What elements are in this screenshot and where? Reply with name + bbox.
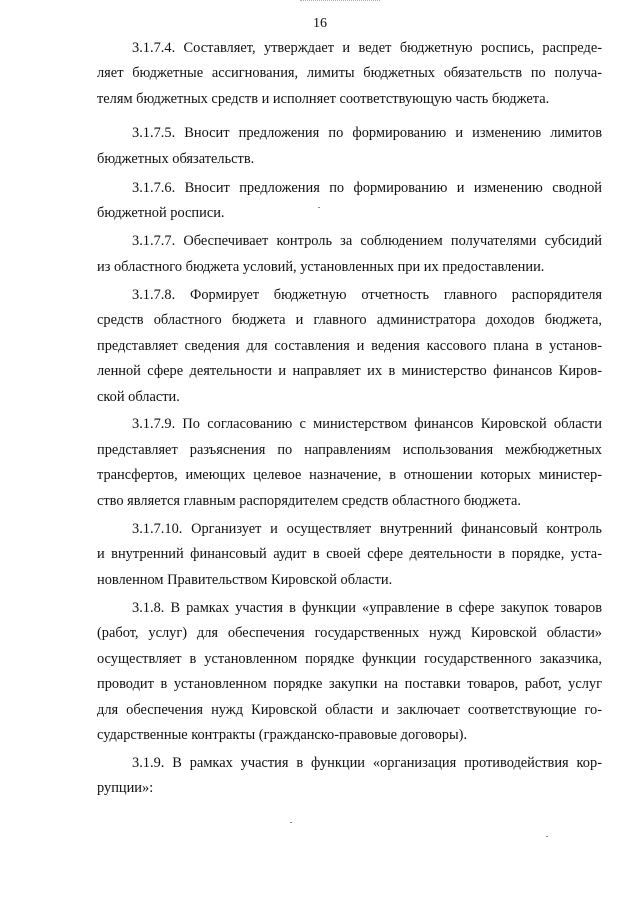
text-line: 3.1.7.8. Формирует бюджетную отчетность главного распорядителя [132, 287, 602, 303]
text-line: представляет сведения для составления и ведения кассового плана в установ- [97, 338, 602, 354]
text-line: 3.1.9. В рамках участия в функции «организация противодействия кор- [132, 755, 602, 771]
text-line: представляет разъяснения по направлениям использования межбюджетных [97, 442, 602, 458]
text-line: новленном Правительством Кировской области. [97, 572, 393, 588]
text-line: бюджетной росписи. [97, 205, 225, 221]
text-line: (работ, услуг) для обеспечения государственных нужд Кировской области» [97, 625, 602, 641]
text-line: телям бюджетных средств и исполняет соответствующую часть бюджета. [97, 91, 550, 107]
text-line: ство является главным распорядителем средств областного бюджета. [97, 493, 521, 509]
text-line: средств областного бюджета и главного администратора доходов бюджета, [97, 312, 602, 328]
text-line: 3.1.7.9. По согласованию с министерством финансов Кировской области [132, 416, 602, 432]
scan-speck [546, 836, 548, 837]
text-line: сударственные контракты (гражданско-правовые договоры). [97, 727, 468, 743]
text-line: 3.1.7.5. Вносит предложения по формированию и изменению лимитов [132, 125, 602, 141]
text-line: из областного бюджета условий, установленных при их предоставлении. [97, 259, 545, 275]
text-line: проводит в установленном порядке закупки на поставки товаров, работ, услуг [97, 676, 602, 692]
text-line: ляет бюджетные ассигнования, лимиты бюджетных обязательств по получа- [97, 65, 602, 81]
text-line: для обеспечения нужд Кировской области и заключает соответствующие го- [97, 702, 602, 718]
page-number: 16 [313, 16, 327, 31]
text-line: ской области. [97, 389, 180, 405]
text-line: 3.1.7.10. Организует и осуществляет внутренний финансовый контроль [132, 521, 602, 537]
scan-speck [290, 822, 292, 823]
text-line: рупции»: [97, 780, 154, 796]
text-line: трансфертов, имеющих целевое назначение, в отношении которых министер- [97, 467, 602, 483]
text-line: 3.1.7.6. Вносит предложения по формированию и изменению сводной [132, 180, 602, 196]
text-line: и внутренний финансовый аудит в своей сфере деятельности в порядке, уста- [97, 546, 602, 562]
top-edge-mark [300, 0, 380, 1]
text-line: 3.1.7.4. Составляет, утверждает и ведет бюджетную роспись, распреде- [132, 40, 602, 56]
text-line: бюджетных обязательств. [97, 151, 255, 167]
text-line: 3.1.7.7. Обеспечивает контроль за соблюдением получателями субсидий [132, 233, 602, 249]
text-line: ленной сфере деятельности и направляет их в министерство финансов Киров- [97, 363, 602, 379]
scan-speck [318, 207, 320, 208]
text-line: осуществляет в установленном порядке функции государственного заказчика, [97, 651, 602, 667]
text-line: 3.1.8. В рамках участия в функции «управление в сфере закупок товаров [132, 600, 602, 616]
